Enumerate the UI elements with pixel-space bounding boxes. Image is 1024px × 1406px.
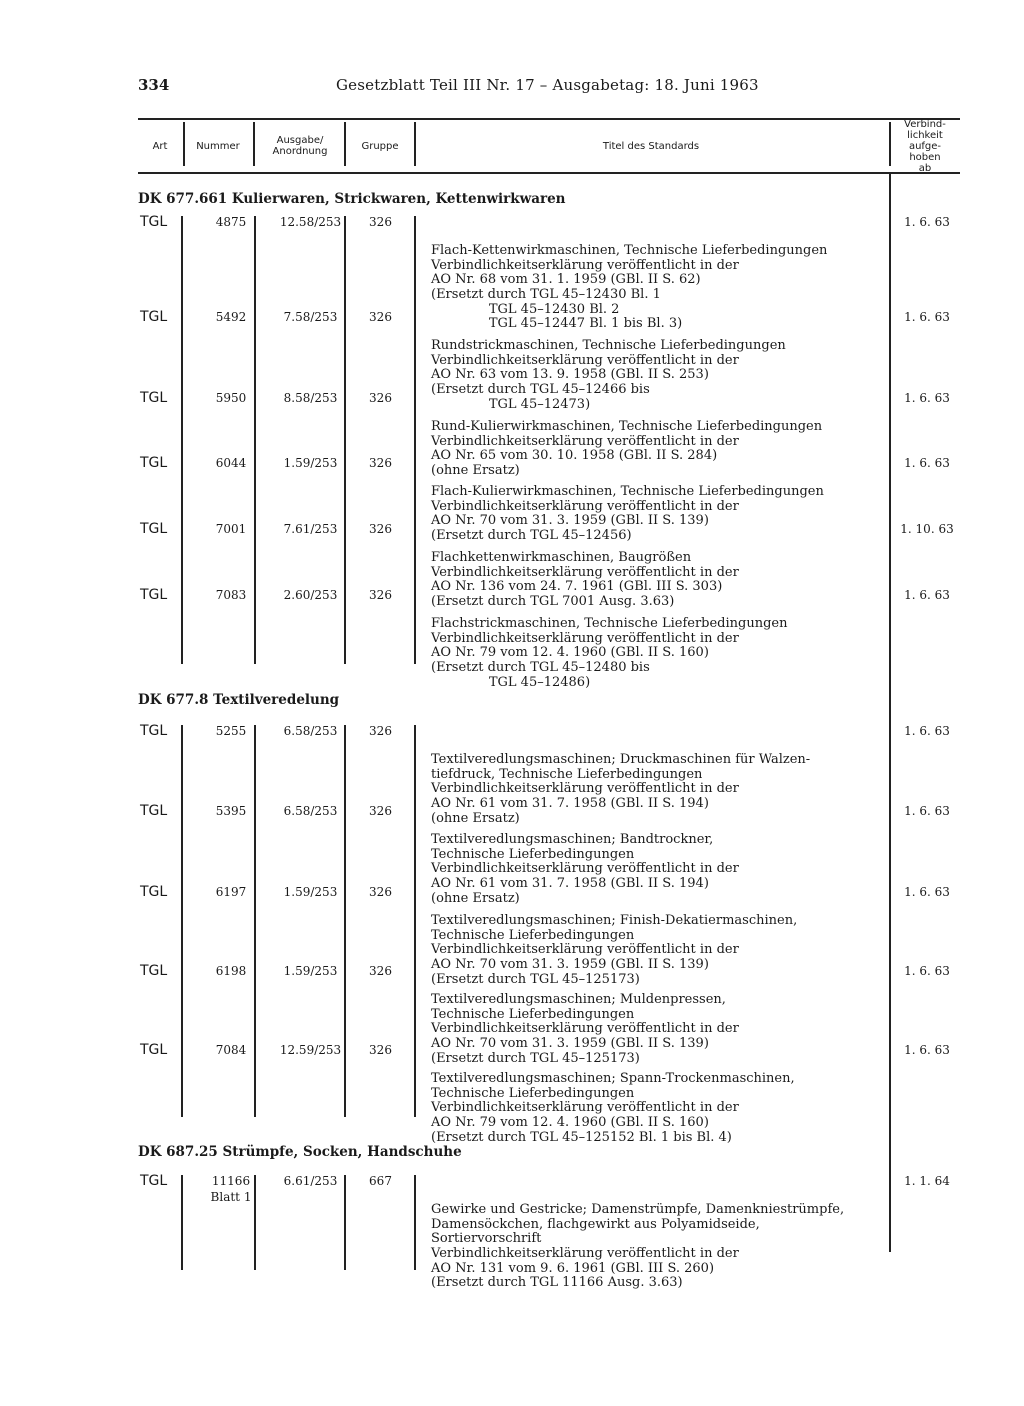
- page-number: 334: [138, 76, 170, 94]
- cell-nummer: 5395: [215, 804, 247, 818]
- cell-gruppe: 326: [369, 804, 392, 818]
- column-rule: [254, 725, 256, 1117]
- cell-gruppe: 326: [369, 456, 392, 470]
- cell-nummer: 7083: [215, 588, 247, 602]
- cell-gruppe: 667: [369, 1174, 392, 1188]
- cell-nummer: 6197: [215, 885, 247, 899]
- cell-gruppe: 326: [369, 885, 392, 899]
- cell-titel: Textilveredlungsmaschinen; Finish-Dekatiermaschinen, Technische Lieferbedingungen Verbindlichkeitserklärung veröffentlicht in der AO Nr. 70 vom 31. 3. 1959 (GBl. II S. 139) (Ersetzt durch TGL 45–125173): [431, 913, 798, 987]
- cell-ausgabe: 1.59/253: [283, 964, 338, 978]
- cell-aufgehoben: 1. 6. 63: [904, 391, 950, 405]
- cell-art: TGL: [140, 1042, 168, 1058]
- column-rule: [414, 725, 416, 1117]
- header-rule: [889, 122, 891, 166]
- cell-titel: Flach-Kulierwirkmaschinen, Technische Lieferbedingungen Verbindlichkeitserklärung veröffentlicht in der AO Nr. 70 vom 31. 3. 1959 (GBl. II S. 139) (Ersetzt durch TGL 45–12456): [431, 484, 824, 543]
- cell-art: TGL: [140, 309, 168, 325]
- cell-ausgabe: 1.59/253: [283, 885, 338, 899]
- cell-nummer: 4875: [215, 215, 247, 229]
- section-heading: DK 677.661 Kulierwaren, Strickwaren, Kettenwirkwaren: [138, 191, 566, 207]
- cell-titel: Rund-Kulierwirkmaschinen, Technische Lieferbedingungen Verbindlichkeitserklärung veröffentlicht in der AO Nr. 65 vom 30. 10. 1958 (GBl. II S. 284) (ohne Ersatz): [431, 419, 823, 478]
- cell-aufgehoben: 1. 6. 63: [904, 310, 950, 324]
- cell-aufgehoben: 1. 6. 63: [904, 588, 950, 602]
- cell-art: TGL: [140, 390, 168, 406]
- section-heading: DK 677.8 Textilveredelung: [138, 692, 340, 708]
- column-rule: [344, 725, 346, 1117]
- column-rule: [414, 1175, 416, 1270]
- header-rule: [183, 122, 185, 166]
- cell-ausgabe: 6.58/253: [283, 724, 338, 738]
- cell-gruppe: 326: [369, 1043, 392, 1057]
- cell-ausgabe: 6.61/253: [283, 1174, 338, 1188]
- header-rule: [414, 122, 416, 166]
- column-rule: [344, 216, 346, 664]
- cell-aufgehoben: 1. 6. 63: [904, 804, 950, 818]
- cell-ausgabe: 7.61/253: [283, 522, 338, 536]
- cell-art: TGL: [140, 521, 168, 537]
- column-rule: [414, 216, 416, 664]
- column-header-row: [138, 118, 960, 174]
- cell-ausgabe: 2.60/253: [283, 588, 338, 602]
- cell-aufgehoben: 1. 6. 63: [904, 885, 950, 899]
- cell-gruppe: 326: [369, 522, 392, 536]
- cell-titel: Textilveredlungsmaschinen; Muldenpressen, Technische Lieferbedingungen Verbindlichkeitserklärung veröffentlicht in der AO Nr. 70 vom 31. 3. 1959 (GBl. II S. 139) (Ersetzt durch TGL 45–125173): [431, 992, 739, 1066]
- cell-art: TGL: [140, 1173, 168, 1189]
- col-titel: Titel des Standards: [602, 140, 700, 152]
- cell-ausgabe: 6.58/253: [283, 804, 338, 818]
- cell-titel: Flachstrickmaschinen, Technische Lieferbedingungen Verbindlichkeitserklärung veröffentlicht in der AO Nr. 79 vom 12. 4. 1960 (GBl. II S. 160) (Ersetzt durch TGL 45–12480 bis TGL 45–12486): [431, 616, 788, 690]
- column-rule: [344, 1175, 346, 1270]
- cell-ausgabe: 1.59/253: [283, 456, 338, 470]
- header-rule: [253, 122, 255, 166]
- cell-aufgehoben: 1. 6. 63: [904, 1043, 950, 1057]
- cell-aufgehoben: 1. 6. 63: [904, 215, 950, 229]
- cell-gruppe: 326: [369, 964, 392, 978]
- cell-gruppe: 326: [369, 588, 392, 602]
- cell-nummer: 11166: [211, 1174, 251, 1188]
- cell-gruppe: 326: [369, 724, 392, 738]
- cell-nummer: 6044: [215, 456, 247, 470]
- cell-nummer: 6198: [215, 964, 247, 978]
- cell-nummer: 7001: [215, 522, 247, 536]
- cell-ausgabe: 8.58/253: [283, 391, 338, 405]
- column-rule: [181, 216, 183, 664]
- cell-aufgehoben: 1. 1. 64: [904, 1174, 950, 1188]
- cell-aufgehoben: 1. 6. 63: [904, 724, 950, 738]
- cell-gruppe: 326: [369, 391, 392, 405]
- cell-titel: Textilveredlungsmaschinen; Spann-Trockenmaschinen, Technische Lieferbedingungen Verbindlichkeitserklärung veröffentlicht in der AO Nr. 79 vom 12. 4. 1960 (GBl. II S. 160) (Ersetzt durch TGL 45–125152 Bl. 1 bis Bl. 4): [431, 1071, 795, 1145]
- cell-ausgabe: 7.58/253: [283, 310, 338, 324]
- col-ausgabe: Ausgabe/ Anordnung: [272, 135, 328, 157]
- cell-art: TGL: [140, 723, 168, 739]
- col-nummer: Nummer: [196, 140, 240, 152]
- section-heading: DK 687.25 Strümpfe, Socken, Handschuhe: [138, 1144, 462, 1160]
- cell-ausgabe: 12.59/253: [279, 1043, 342, 1057]
- page-header: [138, 76, 960, 96]
- cell-gruppe: 326: [369, 215, 392, 229]
- cell-titel: Flachkettenwirkmaschinen, Baugrößen Verbindlichkeitserklärung veröffentlicht in der AO Nr. 136 vom 24. 7. 1961 (GBl. III S. 303) (Ersetzt durch TGL 7001 Ausg. 3.63): [431, 550, 739, 609]
- cell-art: TGL: [140, 214, 168, 230]
- column-rule: [254, 1175, 256, 1270]
- cell-art: TGL: [140, 884, 168, 900]
- col-gruppe: Gruppe: [361, 140, 399, 152]
- cell-aufgehoben: 1. 10. 63: [900, 522, 954, 536]
- cell-titel: Rundstrickmaschinen, Technische Lieferbedingungen Verbindlichkeitserklärung veröffentlicht in der AO Nr. 63 vom 13. 9. 1958 (GBl. II S. 253) (Ersetzt durch TGL 45–12466 bis TGL 45–12473): [431, 338, 786, 412]
- cell-art: TGL: [140, 587, 168, 603]
- cell-ausgabe: 12.58/253: [279, 215, 342, 229]
- col-verbindlichkeit: Verbind- lichkeit aufge- hoben ab: [904, 118, 946, 174]
- cell-titel: Gewirke und Gestricke; Damenstrümpfe, Damenkniestrümpfe, Damensöckchen, flachgewirkt aus Polyamidseide, Sortiervorschrift Verbindlichkeitserklärung veröffentlicht in der AO Nr. 131 vom 9. 6. 1961 (GBl. III S. 260) (Ersetzt durch TGL 11166 Ausg. 3.63): [431, 1202, 845, 1291]
- column-rule: [181, 1175, 183, 1270]
- header-rule: [344, 122, 346, 166]
- cell-nummer-blatt: Blatt 1: [210, 1190, 252, 1204]
- cell-aufgehoben: 1. 6. 63: [904, 964, 950, 978]
- cell-titel: Textilveredlungsmaschinen; Druckmaschinen für Walzen- tiefdruck, Technische Lieferbedingungen Verbindlichkeitserklärung veröffentlicht in der AO Nr. 61 vom 31. 7. 1958 (GBl. II S. 194) (ohne Ersatz): [431, 752, 811, 826]
- cell-art: TGL: [140, 803, 168, 819]
- cell-nummer: 7084: [215, 1043, 247, 1057]
- header-title: Gesetzblatt Teil III Nr. 17 – Ausgabetag: 18. Juni 1963: [336, 76, 759, 94]
- cell-aufgehoben: 1. 6. 63: [904, 456, 950, 470]
- cell-nummer: 5950: [215, 391, 247, 405]
- column-rule: [254, 216, 256, 664]
- column-rule: [181, 725, 183, 1117]
- col-art: Art: [152, 140, 168, 152]
- cell-art: TGL: [140, 963, 168, 979]
- cell-titel: Flach-Kettenwirkmaschinen, Technische Lieferbedingungen Verbindlichkeitserklärung veröffentlicht in der AO Nr. 68 vom 31. 1. 1959 (GBl. II S. 62) (Ersetzt durch TGL 45–12430 Bl. 1 TGL 45–12430 Bl. 2 TGL 45–12447 Bl. 1 bis Bl. 3): [431, 243, 828, 332]
- cell-nummer: 5255: [215, 724, 247, 738]
- cell-gruppe: 326: [369, 310, 392, 324]
- cell-art: TGL: [140, 455, 168, 471]
- cell-nummer: 5492: [215, 310, 247, 324]
- cell-titel: Textilveredlungsmaschinen; Bandtrockner, Technische Lieferbedingungen Verbindlichkeitserklärung veröffentlicht in der AO Nr. 61 vom 31. 7. 1958 (GBl. II S. 194) (ohne Ersatz): [431, 832, 739, 906]
